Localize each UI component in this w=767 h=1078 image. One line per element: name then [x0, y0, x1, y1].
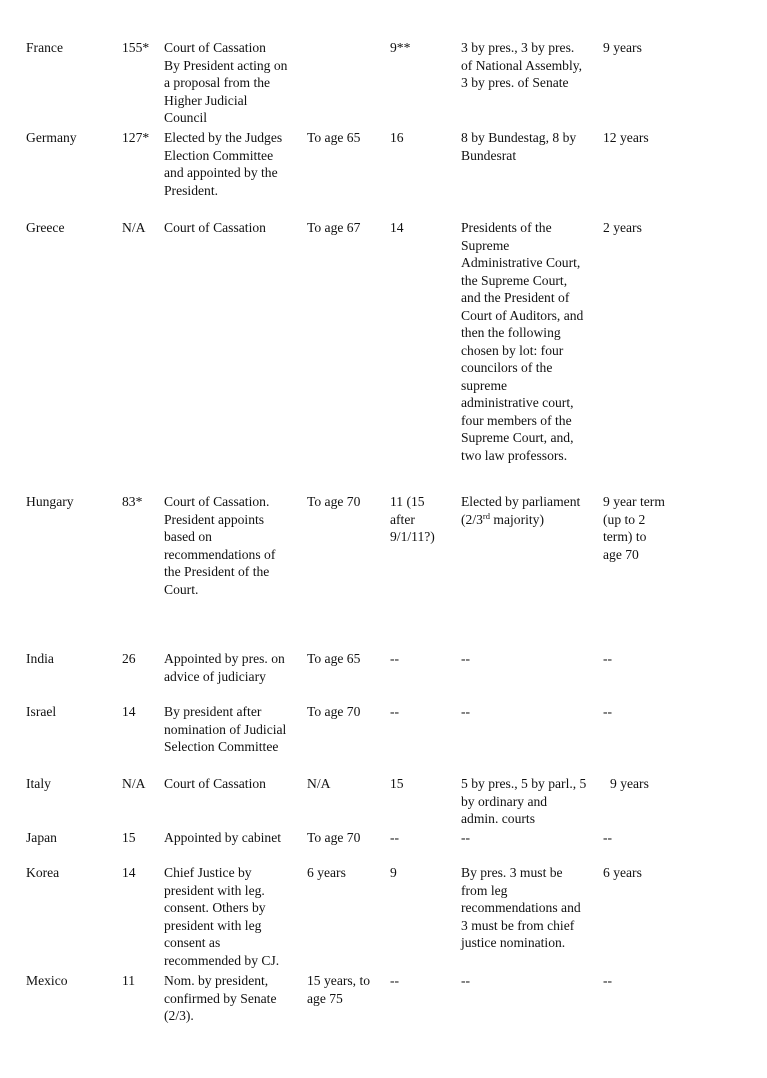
tenure-cell: 9 years [603, 40, 642, 55]
country-cell: Greece [26, 220, 65, 235]
composition-cell: 3 by pres., 3 by pres. of National Assembly, 3 by pres. of Senate [461, 40, 583, 90]
country-cell: Japan [26, 830, 57, 845]
ordinal-suffix: rd [482, 510, 490, 521]
number-cell: N/A [122, 776, 146, 791]
country-cell: Italy [26, 776, 51, 791]
country-cell: Germany [26, 130, 77, 145]
composition-cell: -- [461, 704, 471, 719]
appointment-cell: Appointed by pres. on advice of judiciary [164, 651, 285, 684]
appointment-cell: Court of Cassation [164, 776, 266, 791]
term-cell: To age 70 [307, 494, 361, 509]
number-cell: 15 [122, 830, 136, 845]
term-cell: 15 years, to age 75 [307, 973, 371, 1006]
number-cell: 83* [122, 494, 143, 509]
term-cell: To age 70 [307, 704, 361, 719]
composition-cell: Presidents of the Supreme Administrative Court, the Supreme Court, and the President of Court of Auditors, and then the following chosen by lot: four councilors of the supreme administrative court, four members of the Supreme Court, and, two law professors. [461, 220, 584, 463]
court-size-cell: 9** [390, 40, 411, 55]
term-cell: To age 67 [307, 220, 361, 235]
court-size-cell: 14 [390, 220, 404, 235]
term-cell: N/A [307, 776, 331, 791]
appointment-cell: Court of Cassation By President acting on a proposal from the Higher Judicial Council [164, 40, 288, 125]
composition-cell: 5 by pres., 5 by parl., 5 by ordinary and admin. courts [461, 776, 587, 826]
composition-text: majority) [490, 511, 544, 527]
tenure-cell: 9 year term (up to 2 term) to age 70 [603, 494, 665, 562]
appointment-cell: By president after nomination of Judicial Selection Committee [164, 704, 287, 754]
term-cell: To age 65 [307, 130, 361, 145]
tenure-cell: 12 years [603, 130, 649, 145]
country-cell: India [26, 651, 54, 666]
court-size-cell: 15 [390, 776, 404, 791]
number-cell: 11 [122, 973, 136, 988]
court-size-cell: -- [390, 704, 400, 719]
tenure-cell: 6 years [603, 865, 642, 880]
number-cell: N/A [122, 220, 146, 235]
appointment-cell: Court of Cassation. President appoints based on recommendations of the President of the Court. [164, 494, 276, 597]
tenure-cell: -- [603, 704, 613, 719]
appointment-cell: Court of Cassation [164, 220, 266, 235]
court-size-cell: 9 [390, 865, 397, 880]
term-cell: To age 70 [307, 830, 361, 845]
court-size-cell: -- [390, 830, 400, 845]
number-cell: 26 [122, 651, 136, 666]
tenure-cell: -- [603, 830, 613, 845]
composition-text: (2/3 [461, 511, 483, 527]
composition-cell [461, 493, 603, 528]
country-cell: Israel [26, 704, 57, 719]
composition-cell: By pres. 3 must be from leg recommendations and 3 must be from chief justice nomination. [461, 865, 581, 950]
composition-line [461, 511, 603, 529]
country-cell: France [26, 40, 63, 55]
appointment-cell: Elected by the Judges Election Committee and appointed by the President. [164, 130, 283, 198]
tenure-cell: 2 years [603, 220, 642, 235]
number-cell: 14 [122, 704, 136, 719]
appointment-cell: Chief Justice by president with leg. consent. Others by president with leg consent as recommended by CJ. [164, 865, 280, 968]
appointment-cell: Nom. by president, confirmed by Senate (2/3). [164, 973, 277, 1023]
composition-cell: 8 by Bundestag, 8 by Bundesrat [461, 130, 577, 163]
number-cell: 155* [122, 40, 150, 55]
court-size-cell: 11 (15 after 9/1/11?) [390, 494, 435, 544]
composition-line: Elected by parliament [461, 494, 581, 509]
term-cell: To age 65 [307, 651, 361, 666]
composition-cell: -- [461, 651, 471, 666]
number-cell: 14 [122, 865, 136, 880]
court-size-cell: 16 [390, 130, 404, 145]
country-cell: Hungary [26, 494, 74, 509]
court-size-cell: -- [390, 973, 400, 988]
country-cell: Mexico [26, 973, 68, 988]
term-cell: 6 years [307, 865, 346, 880]
tenure-cell: -- [603, 973, 613, 988]
composition-cell: -- [461, 973, 471, 988]
country-cell: Korea [26, 865, 60, 880]
tenure-cell: -- [603, 651, 613, 666]
court-size-cell: -- [390, 651, 400, 666]
tenure-cell: 9 years [610, 776, 649, 791]
composition-cell: -- [461, 830, 471, 845]
number-cell: 127* [122, 130, 150, 145]
appointment-cell: Appointed by cabinet [164, 830, 282, 845]
